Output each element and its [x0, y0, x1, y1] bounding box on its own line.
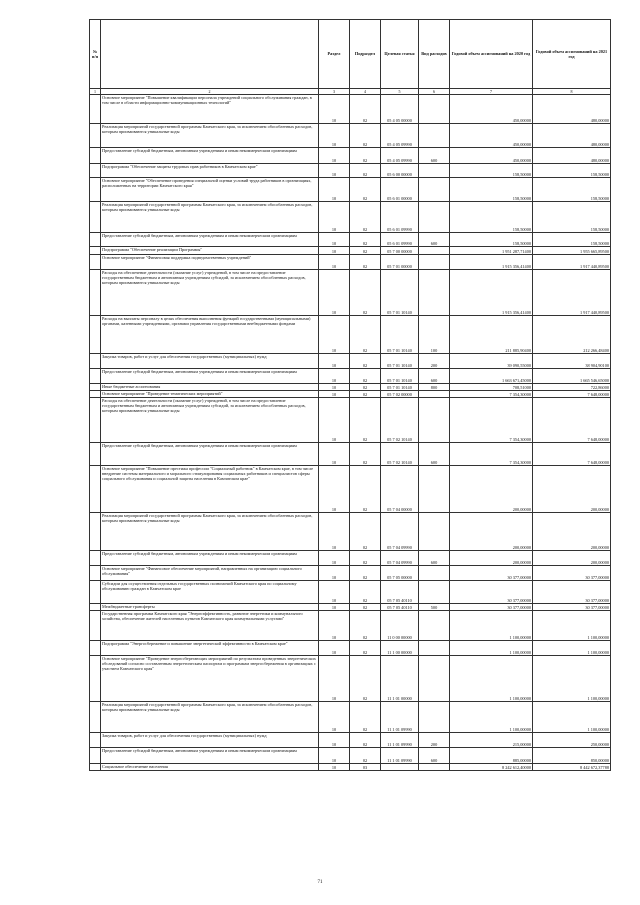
- cell-amount-2021: 158,50000: [533, 233, 611, 247]
- cell-podrazdel: 02: [350, 641, 381, 656]
- cell-podrazdel: 02: [350, 656, 381, 702]
- cell-description: Расходы на обеспечение деятельности (оказание услуг) учреждений, в том числе на предоставление государственным бюджетным и автономным учреждениям субсидий, за исключением обособленных расходов, которым присваиваются уникальные коды: [101, 270, 319, 316]
- page-number: 71: [317, 880, 323, 885]
- cell-razdel: 10: [319, 641, 350, 656]
- cell-razdel: 10: [319, 443, 350, 466]
- cell-description: Закупка товаров, работ и услуг для обеспечения государственных (муниципальных) нужд: [101, 733, 319, 748]
- cell-amount-2020: 158,50000: [450, 202, 533, 233]
- cell-amount-2021: 1 917 440,89500: [533, 270, 611, 316]
- table-row: [90, 398, 611, 443]
- cell-podrazdel: 02: [350, 391, 381, 398]
- cell-razdel: 10: [319, 255, 350, 270]
- cell-amount-2021: 1 100,00000: [533, 702, 611, 733]
- cell-amount-2021: 200,00000: [533, 466, 611, 513]
- cell-podrazdel: 02: [350, 95, 381, 124]
- cell-podrazdel: 02: [350, 255, 381, 270]
- column-number: 6: [419, 89, 450, 95]
- cell-description: Государственная программа Камчатского края "Энергоэффективность, развитие энергетики и коммунального хозяйства, обеспечение жителей населенных пунктов Камчатского края коммунальными услугами": [101, 611, 319, 641]
- column-number: 7: [450, 89, 533, 95]
- cell-target-article: 05 6 00 00000: [381, 164, 419, 178]
- cell-razdel: 10: [319, 733, 350, 748]
- cell-podrazdel: 02: [350, 178, 381, 202]
- cell-podrazdel: 02: [350, 513, 381, 551]
- table-row: [90, 270, 611, 316]
- cell-number: [90, 391, 101, 398]
- cell-amount-2020: 30 377,00000: [450, 604, 533, 611]
- cell-amount-2021: 212 266,48400: [533, 316, 611, 354]
- cell-podrazdel: 02: [350, 384, 381, 391]
- cell-expense-type: [419, 566, 450, 581]
- table-row: [90, 164, 611, 178]
- cell-amount-2021: 480,00000: [533, 95, 611, 124]
- cell-target-article: 05 7 01 10140: [381, 316, 419, 354]
- table-row: [90, 316, 611, 354]
- cell-description: Субсидии для осуществления отдельных государственных полномочий Камчатского края по социальному обслуживанию граждан в Камчатском крае: [101, 581, 319, 604]
- cell-description: Межбюджетные трансферты: [101, 604, 319, 611]
- cell-number: [90, 398, 101, 443]
- cell-expense-type: [419, 581, 450, 604]
- table-row: [90, 611, 611, 641]
- cell-target-article: 05 4 05 09990: [381, 148, 419, 164]
- cell-razdel: 10: [319, 270, 350, 316]
- cell-target-article: 05 7 04 09990: [381, 551, 419, 566]
- cell-amount-2020: 1 663 671,45000: [450, 369, 533, 384]
- cell-podrazdel: 02: [350, 354, 381, 369]
- cell-amount-2020: 450,00000: [450, 95, 533, 124]
- cell-target-article: 11 1 01 09990: [381, 733, 419, 748]
- cell-expense-type: 800: [419, 384, 450, 391]
- cell-description: Предоставление субсидий бюджетным, автономным учреждениям и иным некоммерческим организациям: [101, 748, 319, 764]
- cell-razdel: 10: [319, 566, 350, 581]
- cell-description: Расходы на обеспечение деятельности (оказание услуг) учреждений, в том числе на предоставление государственным бюджетным и автономным учреждениям субсидий, за исключением обособленных расходов, которым присваиваются уникальные коды: [101, 398, 319, 443]
- cell-amount-2021: 1 917 440,89500: [533, 255, 611, 270]
- cell-razdel: 10: [319, 611, 350, 641]
- cell-amount-2021: 158,50000: [533, 164, 611, 178]
- cell-expense-type: [419, 641, 450, 656]
- table-row: [90, 354, 611, 369]
- cell-razdel: 10: [319, 581, 350, 604]
- cell-number: [90, 95, 101, 124]
- cell-amount-2020: 158,50000: [450, 164, 533, 178]
- cell-podrazdel: 02: [350, 443, 381, 466]
- cell-amount-2020: 1 951 287,71400: [450, 247, 533, 255]
- cell-description: Основное мероприятие "Проведение энергосберегающих мероприятий по результатам проведенных энергетических обследований согласно составленным энергетическим паспортам и программам энергосбережения в организациях с участием Камчатского края": [101, 656, 319, 702]
- cell-razdel: 10: [319, 398, 350, 443]
- cell-amount-2020: 1 100,00000: [450, 641, 533, 656]
- cell-amount-2021: 850,00000: [533, 748, 611, 764]
- cell-podrazdel: 02: [350, 148, 381, 164]
- cell-amount-2021: 7 648,00000: [533, 391, 611, 398]
- cell-amount-2020: 211 885,90400: [450, 316, 533, 354]
- header-number: № п/п: [90, 20, 101, 89]
- cell-amount-2021: 1 100,00000: [533, 641, 611, 656]
- cell-description: Реализация мероприятий государственной программы Камчатского края, за исключением обособленных расходов, которым присваиваются уникальные коды: [101, 202, 319, 233]
- cell-razdel: 10: [319, 233, 350, 247]
- cell-target-article: [381, 764, 419, 771]
- cell-razdel: 10: [319, 764, 350, 771]
- cell-podrazdel: 03: [350, 764, 381, 771]
- cell-amount-2021: 250,00000: [533, 733, 611, 748]
- cell-razdel: 10: [319, 178, 350, 202]
- cell-amount-2021: 1 665 546,65000: [533, 369, 611, 384]
- cell-number: [90, 513, 101, 551]
- cell-podrazdel: 02: [350, 733, 381, 748]
- cell-target-article: 05 7 02 10140: [381, 443, 419, 466]
- cell-amount-2020: 30 377,00000: [450, 566, 533, 581]
- table-row: [90, 247, 611, 255]
- cell-amount-2020: 450,00000: [450, 124, 533, 148]
- cell-razdel: 10: [319, 369, 350, 384]
- cell-amount-2020: 8 242 612,40000: [450, 764, 533, 771]
- cell-number: [90, 611, 101, 641]
- cell-expense-type: [419, 247, 450, 255]
- cell-number: [90, 733, 101, 748]
- cell-description: Подпрограмма "Энергосбережение и повышение энергетической эффективности в Камчатском крае": [101, 641, 319, 656]
- cell-description: Предоставление субсидий бюджетным, автономным учреждениям и иным некоммерческим организациям: [101, 369, 319, 384]
- table-row: [90, 178, 611, 202]
- cell-amount-2021: 480,00000: [533, 124, 611, 148]
- cell-number: [90, 354, 101, 369]
- cell-amount-2020: 200,00000: [450, 513, 533, 551]
- cell-expense-type: 100: [419, 316, 450, 354]
- cell-number: [90, 369, 101, 384]
- cell-number: [90, 247, 101, 255]
- cell-target-article: 05 7 02 00000: [381, 391, 419, 398]
- cell-number: [90, 641, 101, 656]
- header-name: [101, 20, 319, 89]
- table-row: [90, 513, 611, 551]
- cell-target-article: 05 6 01 00000: [381, 178, 419, 202]
- cell-expense-type: [419, 164, 450, 178]
- column-number: 8: [533, 89, 611, 95]
- cell-razdel: 10: [319, 702, 350, 733]
- cell-razdel: 10: [319, 551, 350, 566]
- cell-amount-2020: 158,50000: [450, 178, 533, 202]
- column-number: 3: [319, 89, 350, 95]
- cell-amount-2021: 30 377,00000: [533, 566, 611, 581]
- table-row: [90, 748, 611, 764]
- cell-razdel: 10: [319, 384, 350, 391]
- cell-number: [90, 124, 101, 148]
- table-row: [90, 202, 611, 233]
- header-expense-type: Вид расходов: [419, 20, 450, 89]
- cell-target-article: 05 7 01 10140: [381, 384, 419, 391]
- cell-expense-type: 600: [419, 233, 450, 247]
- cell-description: Основное мероприятие "Обеспечение проведения специальной оценки условий труда работников в организациях, расположенных на территории Камчатского края": [101, 178, 319, 202]
- cell-razdel: 10: [319, 316, 350, 354]
- cell-target-article: 05 7 01 10140: [381, 270, 419, 316]
- cell-number: [90, 466, 101, 513]
- cell-razdel: 10: [319, 124, 350, 148]
- cell-expense-type: [419, 513, 450, 551]
- cell-target-article: 11 1 01 09990: [381, 702, 419, 733]
- cell-amount-2021: 480,00000: [533, 148, 611, 164]
- cell-amount-2020: 7 354,30000: [450, 398, 533, 443]
- header-podrazdel: Подраздел: [350, 20, 381, 89]
- cell-number: [90, 566, 101, 581]
- cell-podrazdel: 02: [350, 604, 381, 611]
- cell-target-article: 05 7 00 00000: [381, 247, 419, 255]
- cell-razdel: 10: [319, 513, 350, 551]
- cell-target-article: 11 1 01 09990: [381, 748, 419, 764]
- header-row: [90, 20, 611, 89]
- cell-expense-type: [419, 202, 450, 233]
- column-number: 1: [90, 89, 101, 95]
- table-row: [90, 641, 611, 656]
- cell-description: Основное мероприятие "Финансовая поддержка подведомственных учреждений": [101, 255, 319, 270]
- cell-description: Закупка товаров, работ и услуг для обеспечения государственных (муниципальных) нужд: [101, 354, 319, 369]
- header-amount-2021: Годовой объем ассигнований на 2021 год: [533, 20, 611, 89]
- cell-razdel: 10: [319, 656, 350, 702]
- cell-amount-2021: 8 442 672,37788: [533, 764, 611, 771]
- cell-number: [90, 551, 101, 566]
- cell-amount-2021: 200,00000: [533, 513, 611, 551]
- cell-description: Реализация мероприятий государственной программы Камчатского края, за исключением обособленных расходов, которым присваиваются уникальные коды: [101, 124, 319, 148]
- cell-number: [90, 764, 101, 771]
- cell-podrazdel: 02: [350, 398, 381, 443]
- table-row: [90, 384, 611, 391]
- cell-podrazdel: 02: [350, 270, 381, 316]
- cell-amount-2020: 7 354,30000: [450, 391, 533, 398]
- cell-amount-2021: 30 377,00000: [533, 604, 611, 611]
- cell-expense-type: [419, 270, 450, 316]
- cell-target-article: 11 0 00 00000: [381, 611, 419, 641]
- table-row: [90, 255, 611, 270]
- cell-target-article: 05 7 04 09990: [381, 513, 419, 551]
- cell-amount-2021: 7 648,00000: [533, 398, 611, 443]
- cell-razdel: 10: [319, 247, 350, 255]
- cell-target-article: 11 1 01 00000: [381, 656, 419, 702]
- table-row: [90, 369, 611, 384]
- cell-description: Предоставление субсидий бюджетным, автономным учреждениям и иным некоммерческим организациям: [101, 148, 319, 164]
- cell-amount-2021: 1 955 665,89500: [533, 247, 611, 255]
- cell-amount-2020: 39 090,55000: [450, 354, 533, 369]
- cell-description: Предоставление субсидий бюджетным, автономным учреждениям и иным некоммерческим организациям: [101, 551, 319, 566]
- cell-podrazdel: 02: [350, 581, 381, 604]
- table-row: [90, 466, 611, 513]
- cell-expense-type: [419, 178, 450, 202]
- table-row: [90, 233, 611, 247]
- cell-amount-2021: 30 377,00000: [533, 581, 611, 604]
- cell-expense-type: [419, 124, 450, 148]
- cell-razdel: 10: [319, 95, 350, 124]
- cell-amount-2021: 722,86000: [533, 384, 611, 391]
- column-number: 4: [350, 89, 381, 95]
- cell-description: Реализация мероприятий государственной программы Камчатского края, за исключением обособленных расходов, которым присваиваются уникальные коды: [101, 513, 319, 551]
- cell-number: [90, 233, 101, 247]
- table-row: [90, 566, 611, 581]
- cell-podrazdel: 02: [350, 611, 381, 641]
- table-row: [90, 391, 611, 398]
- cell-razdel: 10: [319, 604, 350, 611]
- header-razdel: Раздел: [319, 20, 350, 89]
- cell-expense-type: 600: [419, 148, 450, 164]
- cell-expense-type: 200: [419, 354, 450, 369]
- cell-amount-2020: 215,00000: [450, 733, 533, 748]
- cell-podrazdel: 02: [350, 702, 381, 733]
- cell-amount-2020: 450,00000: [450, 148, 533, 164]
- cell-target-article: 11 1 00 00000: [381, 641, 419, 656]
- cell-expense-type: [419, 95, 450, 124]
- cell-amount-2021: 158,50000: [533, 202, 611, 233]
- cell-expense-type: [419, 255, 450, 270]
- cell-description: Иные бюджетные ассигнования: [101, 384, 319, 391]
- table-row: [90, 551, 611, 566]
- cell-razdel: 10: [319, 748, 350, 764]
- cell-number: [90, 604, 101, 611]
- cell-expense-type: 600: [419, 443, 450, 466]
- header-amount-2020: Годовой объем ассигнований на 2020 год: [450, 20, 533, 89]
- cell-amount-2021: 158,50000: [533, 178, 611, 202]
- cell-razdel: 10: [319, 164, 350, 178]
- cell-amount-2020: 200,00000: [450, 551, 533, 566]
- cell-number: [90, 748, 101, 764]
- cell-amount-2021: 1 100,00000: [533, 611, 611, 641]
- cell-number: [90, 384, 101, 391]
- cell-description: Основное мероприятие "Проведение тематических мероприятий": [101, 391, 319, 398]
- cell-description: Основное мероприятие "Повышение престижа профессии "Социальный работник" в Камчатском крае, в том числе внедрение системы материального и морального стимулирования социальных работников и специалистов сферы социального обслуживания и социальной защиты населения в Камчатском крае": [101, 466, 319, 513]
- cell-description: Реализация мероприятий государственной программы Камчатского края, за исключением обособленных расходов, которым присваиваются уникальные коды: [101, 702, 319, 733]
- cell-description: Подпрограмма "Обеспечение реализации Программы": [101, 247, 319, 255]
- cell-expense-type: 600: [419, 551, 450, 566]
- cell-podrazdel: 02: [350, 247, 381, 255]
- budget-table: [89, 19, 611, 771]
- cell-expense-type: 600: [419, 369, 450, 384]
- cell-target-article: 05 7 01 10140: [381, 369, 419, 384]
- table-row: [90, 148, 611, 164]
- cell-podrazdel: 02: [350, 124, 381, 148]
- cell-number: [90, 581, 101, 604]
- cell-number: [90, 178, 101, 202]
- cell-description: Основное мероприятие "Финансовое обеспечение мероприятий, направленных на организацию социального обслуживания": [101, 566, 319, 581]
- cell-number: [90, 148, 101, 164]
- cell-expense-type: [419, 764, 450, 771]
- table-row: [90, 764, 611, 771]
- cell-number: [90, 164, 101, 178]
- table-row: [90, 604, 611, 611]
- cell-amount-2020: 708,51000: [450, 384, 533, 391]
- cell-target-article: 05 7 05 40110: [381, 604, 419, 611]
- cell-number: [90, 656, 101, 702]
- cell-amount-2020: 1 915 356,41400: [450, 255, 533, 270]
- cell-number: [90, 202, 101, 233]
- cell-description: Подпрограмма "Обеспечение защиты трудовых прав работников в Камчатском крае": [101, 164, 319, 178]
- cell-podrazdel: 02: [350, 369, 381, 384]
- cell-expense-type: [419, 391, 450, 398]
- table-row: [90, 124, 611, 148]
- cell-expense-type: [419, 611, 450, 641]
- cell-podrazdel: 02: [350, 202, 381, 233]
- cell-amount-2020: 1 915 356,41400: [450, 270, 533, 316]
- cell-amount-2021: 7 648,00000: [533, 443, 611, 466]
- cell-razdel: 10: [319, 148, 350, 164]
- cell-target-article: 05 7 02 10140: [381, 398, 419, 443]
- cell-target-article: 05 4 05 00000: [381, 95, 419, 124]
- cell-expense-type: [419, 466, 450, 513]
- cell-amount-2020: 158,50000: [450, 233, 533, 247]
- cell-amount-2020: 7 354,30000: [450, 443, 533, 466]
- cell-target-article: 05 7 05 40110: [381, 581, 419, 604]
- cell-number: [90, 443, 101, 466]
- cell-amount-2020: 200,00000: [450, 466, 533, 513]
- cell-expense-type: 200: [419, 733, 450, 748]
- cell-amount-2020: 885,00000: [450, 748, 533, 764]
- cell-target-article: 05 6 01 09990: [381, 233, 419, 247]
- cell-description: Основное мероприятие "Повышение квалификации персонала учреждений социального обслуживания граждан, в том числе в области информационно-коммуникационных технологий": [101, 95, 319, 124]
- cell-amount-2020: 1 100,00000: [450, 611, 533, 641]
- cell-description: Социальное обеспечение населения: [101, 764, 319, 771]
- cell-razdel: 10: [319, 202, 350, 233]
- cell-podrazdel: 02: [350, 164, 381, 178]
- cell-amount-2020: 1 100,00000: [450, 702, 533, 733]
- cell-target-article: 05 7 01 10140: [381, 354, 419, 369]
- cell-amount-2020: 1 100,00000: [450, 656, 533, 702]
- cell-expense-type: [419, 398, 450, 443]
- cell-description: Расходы на выплаты персоналу в целях обеспечения выполнения функций государственными (муниципальными) органами, казенными учреждениями, органами управления государственными внебюджетными фондами: [101, 316, 319, 354]
- table-row: [90, 702, 611, 733]
- cell-podrazdel: 02: [350, 466, 381, 513]
- cell-razdel: 10: [319, 354, 350, 369]
- cell-expense-type: 600: [419, 748, 450, 764]
- cell-expense-type: [419, 656, 450, 702]
- cell-description: Предоставление субсидий бюджетным, автономным учреждениям и иным некоммерческим организациям: [101, 443, 319, 466]
- cell-amount-2021: 1 100,00000: [533, 656, 611, 702]
- cell-expense-type: [419, 702, 450, 733]
- cell-target-article: 05 7 04 00000: [381, 466, 419, 513]
- cell-amount-2020: 30 377,00000: [450, 581, 533, 604]
- cell-podrazdel: 02: [350, 566, 381, 581]
- cell-podrazdel: 02: [350, 233, 381, 247]
- header-target-article: Целевая статья: [381, 20, 419, 89]
- cell-expense-type: 500: [419, 604, 450, 611]
- cell-target-article: 05 6 01 09990: [381, 202, 419, 233]
- cell-number: [90, 316, 101, 354]
- table-row: [90, 95, 611, 124]
- cell-target-article: 05 7 01 00000: [381, 255, 419, 270]
- cell-razdel: 10: [319, 466, 350, 513]
- table-row: [90, 581, 611, 604]
- column-number: 5: [381, 89, 419, 95]
- cell-podrazdel: 02: [350, 748, 381, 764]
- table-row: [90, 733, 611, 748]
- cell-amount-2021: 200,00000: [533, 551, 611, 566]
- column-number: 2: [101, 89, 319, 95]
- table-row: [90, 656, 611, 702]
- cell-number: [90, 255, 101, 270]
- cell-amount-2021: 38 904,90100: [533, 354, 611, 369]
- cell-target-article: 05 4 05 09990: [381, 124, 419, 148]
- cell-description: Предоставление субсидий бюджетным, автономным учреждениям и иным некоммерческим организациям: [101, 233, 319, 247]
- cell-podrazdel: 02: [350, 551, 381, 566]
- cell-target-article: 05 7 05 00000: [381, 566, 419, 581]
- table-row: [90, 443, 611, 466]
- cell-razdel: 10: [319, 391, 350, 398]
- cell-number: [90, 702, 101, 733]
- cell-podrazdel: 02: [350, 316, 381, 354]
- cell-number: [90, 270, 101, 316]
